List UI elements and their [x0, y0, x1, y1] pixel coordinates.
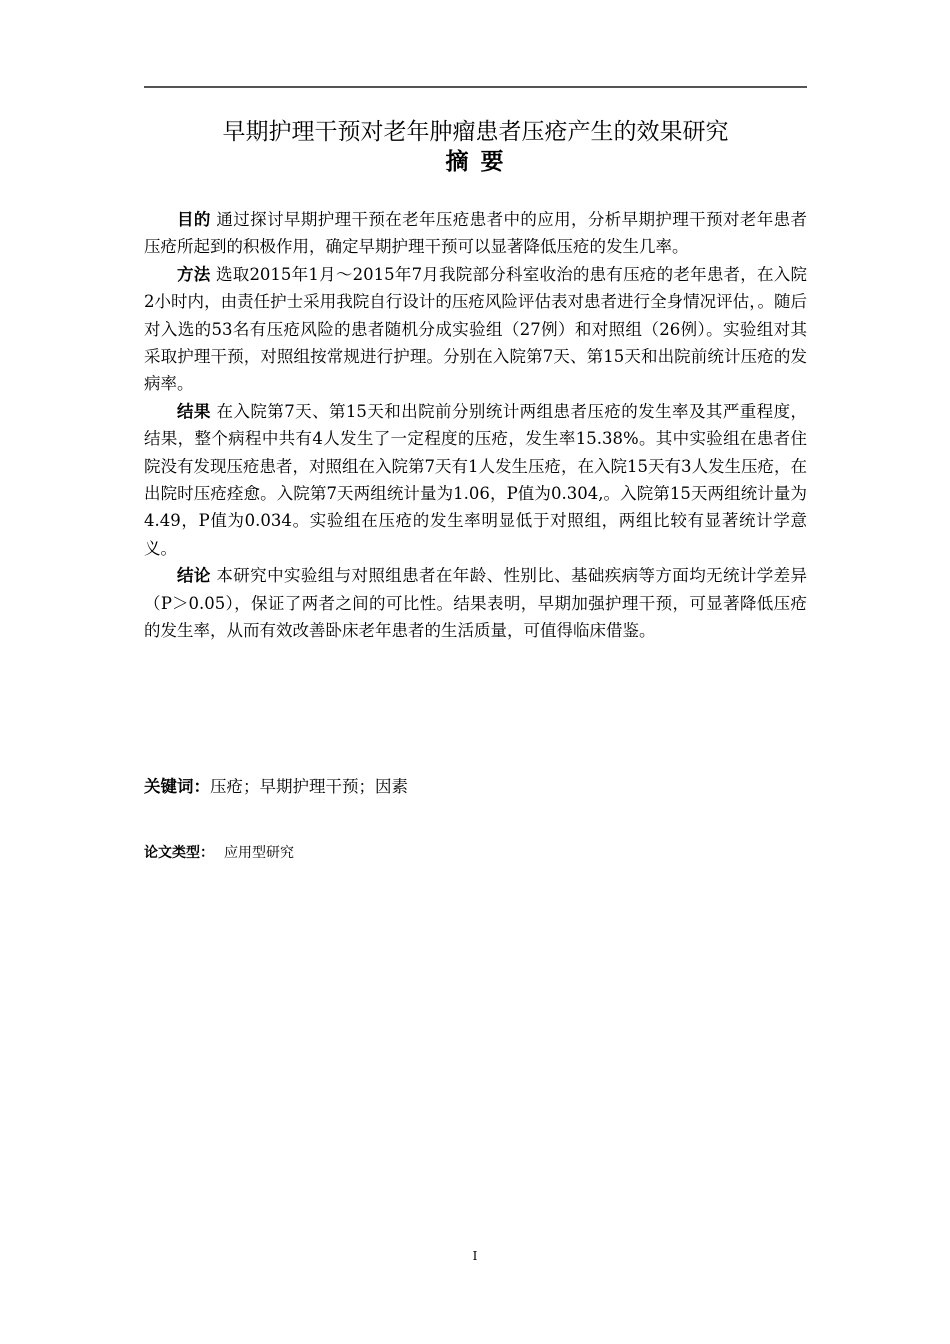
keywords-value: 压疮；早期护理干预；因素: [210, 777, 408, 796]
abstract-paragraph-methods: [144, 261, 807, 398]
paper-type-value: 应用型研究: [224, 845, 294, 861]
paper-type-label: 论文类型：: [144, 845, 214, 861]
keywords-label: 关键词：: [144, 777, 210, 796]
section-label-conclusion: 结论: [177, 566, 211, 586]
section-text-results: 在入院第7天、第15天和出院前分别统计两组患者压疮的发生率及其严重程度，结果，整个病程中共有4人发生了一定程度的压疮，发生率15.38%。其中实验组在患者住院没有发现压疮患者，对照组在入院第7天有1人发生压疮，在入院15天有3人发生压疮，在出院时压疮痊愈。入院第7天两组统计量为1.06，P值为0.304,。入院第15天两组统计量为4.49，P值为0.034。实验组在压疮的发生率明显低于对照组，两组比较有显著统计学意义。: [144, 401, 807, 558]
page-number: I: [472, 1249, 478, 1263]
section-text-conclusion: 本研究中实验组与对照组患者在年龄、性别比、基础疾病等方面均无统计学差异（P＞0.05），保证了两者之间的可比性。结果表明，早期加强护理干预，可显著降低压疮的发生率，从而有效改善卧床老年患者的生活质量，可值得临床借鉴。: [144, 566, 808, 641]
abstract-body: [144, 206, 807, 645]
header-rule: [144, 86, 807, 88]
section-label-methods: 方法: [177, 264, 211, 284]
paper-type-line: [144, 842, 294, 864]
section-label-objective: 目的: [177, 210, 211, 229]
abstract-paragraph-objective: [144, 206, 807, 261]
section-text-methods: 选取2015年1月～2015年7月我院部分科室收治的患有压疮的老年患者，在入院2小时内，由责任护士采用我院自行设计的压疮风险评估表对患者进行全身情况评估，。随后对入选的53名有压疮风险的患者随机分成实验组（27例）和对照组（26例）。实验组对其采取护理干预，对照组按常规进行护理。分别在入院第7天、第15天和出院前统计压疮的发病率。: [144, 264, 808, 394]
abstract-paragraph-results: [144, 398, 807, 562]
abstract-paragraph-conclusion: [144, 562, 807, 644]
section-text-objective: 通过探讨早期护理干预在老年压疮患者中的应用，分析早期护理干预对老年患者压疮所起到的积极作用，确定早期护理干预可以显著降低压疮的发生几率。: [144, 210, 808, 257]
section-label-results: 结果: [177, 401, 211, 421]
abstract-heading: 摘 要: [445, 148, 506, 175]
document-title: 早期护理干预对老年肿瘤患者压疮产生的效果研究: [222, 119, 729, 145]
keywords-line: [144, 774, 408, 800]
